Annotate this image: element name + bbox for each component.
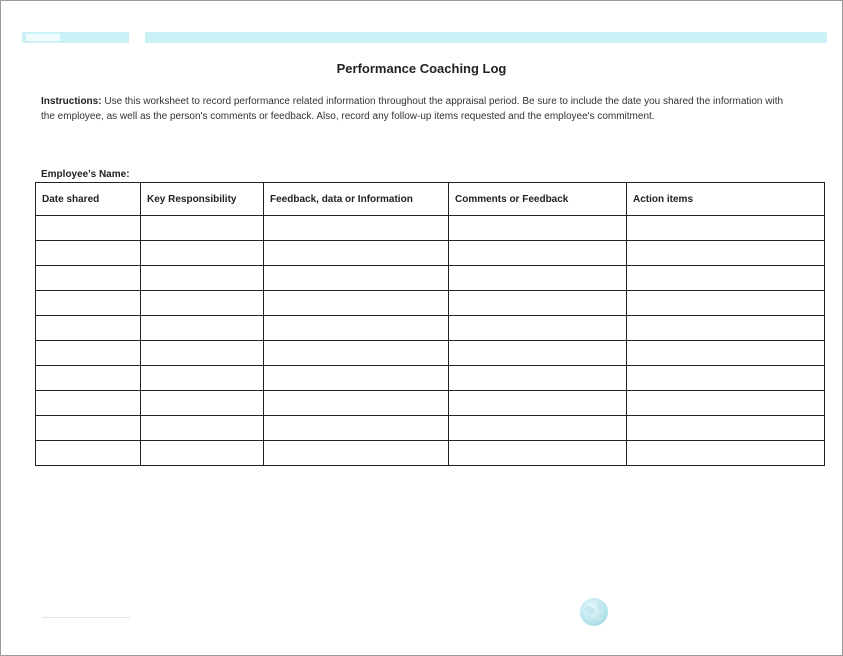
- table-row: [36, 391, 825, 416]
- table-cell[interactable]: [141, 291, 264, 316]
- table-cell[interactable]: [141, 441, 264, 466]
- table-row: [36, 316, 825, 341]
- table-row: [36, 416, 825, 441]
- table-cell[interactable]: [627, 341, 825, 366]
- employee-name-label: Employee's Name:: [41, 169, 130, 180]
- footer-underline: [42, 617, 130, 618]
- table-cell[interactable]: [627, 316, 825, 341]
- column-header-comments: Comments or Feedback: [449, 183, 627, 216]
- table-cell[interactable]: [36, 241, 141, 266]
- table-cell[interactable]: [264, 366, 449, 391]
- table-cell[interactable]: [264, 316, 449, 341]
- table-cell[interactable]: [627, 291, 825, 316]
- header-band-tab: [26, 34, 60, 41]
- globe-icon: [577, 596, 611, 628]
- table-cell[interactable]: [264, 416, 449, 441]
- table-cell[interactable]: [141, 216, 264, 241]
- coaching-log-table: [35, 182, 825, 466]
- table-cell[interactable]: [36, 366, 141, 391]
- instructions-text: Use this worksheet to record performance related information throughout the appraisal period. Be sure to include the date you shared the information with the employee, as well as the person's comments or feedback. Also, record any follow-up items requested and the employee's commitment.: [41, 96, 784, 122]
- table-cell[interactable]: [141, 366, 264, 391]
- table-cell[interactable]: [627, 266, 825, 291]
- table-cell[interactable]: [36, 416, 141, 441]
- header-band-right: [145, 32, 827, 43]
- table-cell[interactable]: [449, 416, 627, 441]
- table-cell[interactable]: [627, 391, 825, 416]
- table-cell[interactable]: [627, 416, 825, 441]
- column-header-action-items: Action items: [627, 183, 825, 216]
- table-cell[interactable]: [141, 241, 264, 266]
- table-cell[interactable]: [264, 341, 449, 366]
- table-cell[interactable]: [449, 366, 627, 391]
- table-cell[interactable]: [141, 316, 264, 341]
- table-cell[interactable]: [627, 216, 825, 241]
- table-cell[interactable]: [264, 441, 449, 466]
- table-cell[interactable]: [141, 341, 264, 366]
- table-row: [36, 291, 825, 316]
- table-row: [36, 216, 825, 241]
- table-cell[interactable]: [449, 391, 627, 416]
- table-cell[interactable]: [141, 266, 264, 291]
- table-cell[interactable]: [449, 241, 627, 266]
- table-cell[interactable]: [627, 366, 825, 391]
- table-cell[interactable]: [449, 316, 627, 341]
- table-cell[interactable]: [627, 441, 825, 466]
- document-title: Performance Coaching Log: [336, 61, 507, 76]
- table-cell[interactable]: [36, 391, 141, 416]
- table-cell[interactable]: [264, 216, 449, 241]
- table-cell[interactable]: [36, 316, 141, 341]
- instructions-block: [41, 95, 786, 124]
- table-cell[interactable]: [36, 266, 141, 291]
- table-row: [36, 441, 825, 466]
- table-cell[interactable]: [264, 391, 449, 416]
- table-cell[interactable]: [449, 291, 627, 316]
- table-row: [36, 241, 825, 266]
- table-cell[interactable]: [141, 416, 264, 441]
- table-cell[interactable]: [264, 266, 449, 291]
- table-cell[interactable]: [141, 391, 264, 416]
- table-cell[interactable]: [36, 441, 141, 466]
- column-header-key-responsibility: Key Responsibility: [141, 183, 264, 216]
- table-cell[interactable]: [449, 341, 627, 366]
- table-row: [36, 341, 825, 366]
- instructions-label: Instructions:: [41, 96, 102, 107]
- table-header-row: [36, 183, 825, 216]
- table-cell[interactable]: [449, 266, 627, 291]
- table-cell[interactable]: [449, 216, 627, 241]
- column-header-feedback-data: Feedback, data or Information: [264, 183, 449, 216]
- table-cell[interactable]: [36, 216, 141, 241]
- table-cell[interactable]: [36, 341, 141, 366]
- table-cell[interactable]: [627, 241, 825, 266]
- column-header-date-shared: Date shared: [36, 183, 141, 216]
- table-cell[interactable]: [36, 291, 141, 316]
- table-cell[interactable]: [264, 241, 449, 266]
- table-cell[interactable]: [449, 441, 627, 466]
- table-cell[interactable]: [264, 291, 449, 316]
- table-row: [36, 366, 825, 391]
- table-row: [36, 266, 825, 291]
